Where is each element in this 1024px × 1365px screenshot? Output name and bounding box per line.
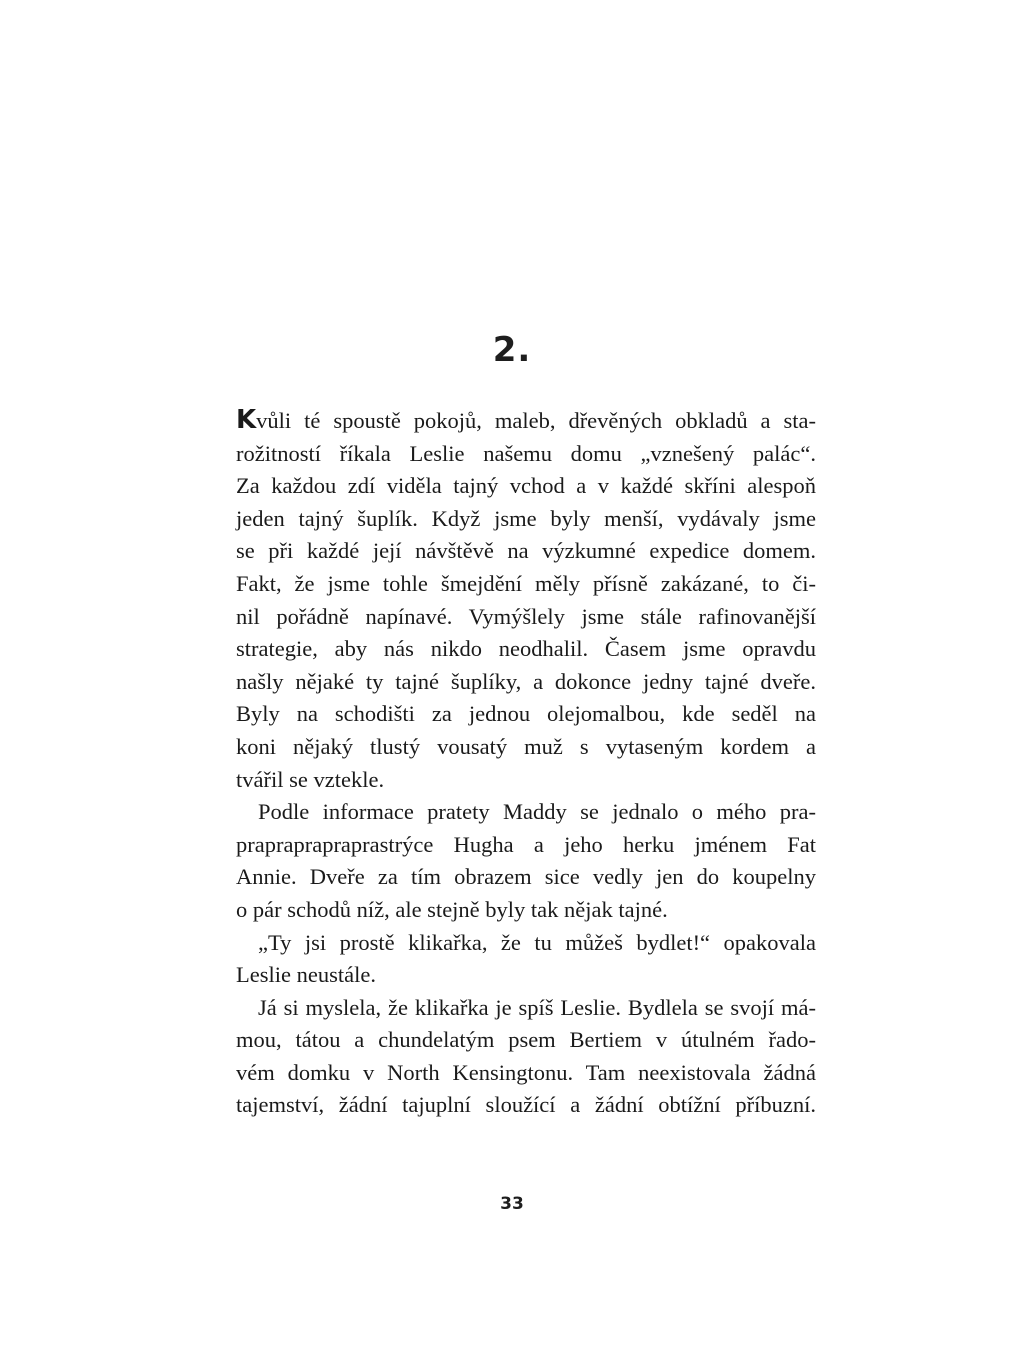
text-line: Já si myslela, že klikařka je spíš Leslie. Bydlela se svojí má- <box>258 994 816 1020</box>
text-line: strategie, aby nás nikdo neodhalil. Časem jsme opravdu <box>236 636 816 662</box>
text-line: Byly na schodišti za jednou olejomalbou, kde seděl na <box>236 701 816 727</box>
text-line: vém domku v North Kensingtonu. Tam neexistovala žádná <box>236 1059 816 1085</box>
page-number: 33 <box>500 1194 524 1214</box>
text-line: rožitností říkala Leslie našemu domu „vznešený palác“. <box>236 440 816 466</box>
text-line: koni nějaký tlustý vousatý muž s vytaseným kordem a <box>236 733 816 759</box>
text-line: „Ty jsi prostě klikařka, že tu můžeš bydlet!“ opakovala <box>258 929 816 955</box>
text-line: Leslie neustále. <box>236 962 376 988</box>
chapter-number: 2. <box>492 330 532 370</box>
text-line: nil pořádně napínavé. Vymýšlely jsme stále rafinovanější <box>236 603 816 629</box>
text-line: tajemství, žádní tajuplní sloužící a žádní obtížní příbuzní. <box>236 1092 816 1118</box>
text-line: Podle informace pratety Maddy se jednalo o mého pra- <box>258 799 816 825</box>
drop-cap: K <box>236 405 257 435</box>
paragraph-2 <box>236 796 816 926</box>
text-line: našly nějaké ty tajné šuplíky, a dokonce jedny tajné dveře. <box>236 668 816 694</box>
text-line: se při každé její návštěvě na výzkumné expedice domem. <box>236 538 816 564</box>
paragraph-4 <box>236 992 816 1122</box>
text-line: tvářil se vztekle. <box>236 766 385 792</box>
paragraph-3 <box>236 927 816 992</box>
chapter-body <box>236 404 816 1122</box>
text-line: jeden tajný šuplík. Když jsme byly menší, vydávaly jsme <box>236 505 816 531</box>
text-line: Kvůli té spoustě pokojů, maleb, dřevěných obkladů a sta- <box>236 405 816 435</box>
text-line: Fakt, že jsme tohle šmejdění měly přísně zakázané, to či- <box>236 570 816 596</box>
text-line: o pár schodů níž, ale stejně byly tak nějak tajné. <box>236 896 668 922</box>
text-line: prapraprapraprastrýce Hugha a jeho herku jménem Fat <box>236 831 816 857</box>
text-line: Annie. Dveře za tím obrazem sice vedly jen do koupelny <box>236 864 816 890</box>
paragraph-1 <box>236 404 816 796</box>
text-line: mou, tátou a chundelatým psem Bertiem v útulném řado- <box>236 1027 816 1053</box>
text-line: Za každou zdí viděla tajný vchod a v každé skříni alespoň <box>236 473 816 499</box>
